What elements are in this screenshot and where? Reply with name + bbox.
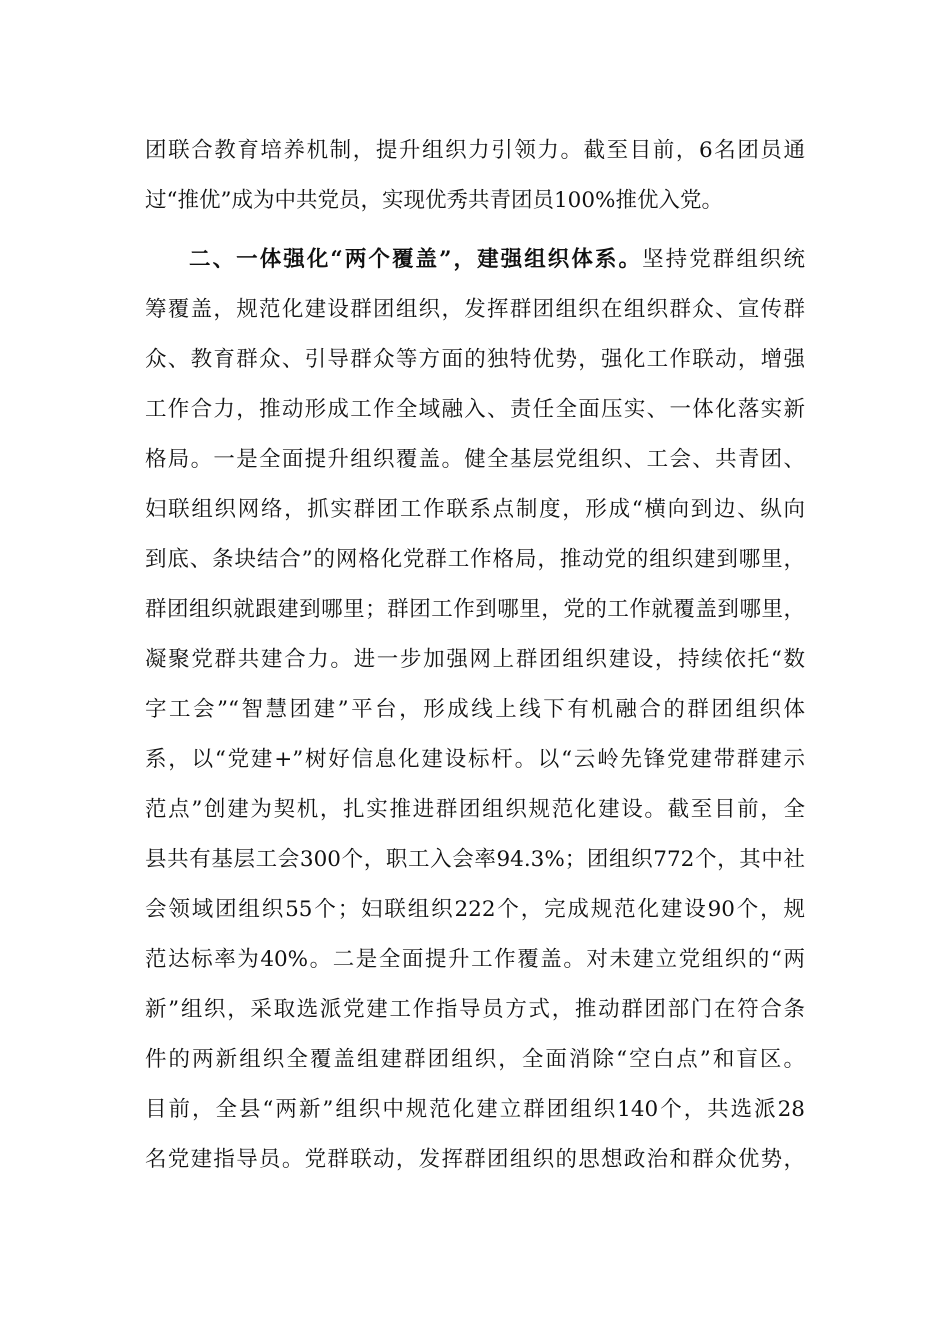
text-line: 系，以“党建+”树好信息化建设标杆。以“云岭先锋党建带群建示: [145, 747, 805, 772]
text-line: 范达标率为40%。二是全面提升工作覆盖。对未建立党组织的“两: [145, 947, 805, 972]
text-line: 过“推优”成为中共党员，实现优秀共青团员100%推优入党。: [145, 188, 723, 213]
text-line: 件的两新组织全覆盖组建群团组织，全面消除“空白点”和盲区。: [145, 1047, 805, 1072]
text-line: 到底、条块结合”的网格化党群工作格局，推动党的组织建到哪里，: [145, 547, 805, 572]
section-heading-line: [189, 240, 805, 280]
text-span: 坚持党群组织统: [642, 247, 805, 272]
text-line: 团联合教育培养机制，提升组织力引领力。截至目前，6名团员通: [145, 138, 805, 163]
section-heading: 二、一体强化“两个覆盖”，建强组织体系。: [189, 247, 643, 272]
text-line: 众、教育群众、引导群众等方面的独特优势，强化工作联动，增强: [145, 347, 805, 372]
text-line: 凝聚党群共建合力。进一步加强网上群团组织建设，持续依托“数: [145, 647, 805, 672]
text-line: 范点”创建为契机，扎实推进群团组织规范化建设。截至目前，全: [145, 797, 805, 822]
text-line: 目前，全县“两新”组织中规范化建立群团组织140个，共选派28: [145, 1097, 805, 1122]
text-line: 名党建指导员。党群联动，发挥群团组织的思想政治和群众优势，: [145, 1147, 805, 1172]
text-line: 字工会”“智慧团建”平台，形成线上线下有机融合的群团组织体: [145, 697, 805, 722]
text-line: 筹覆盖，规范化建设群团组织，发挥群团组织在组织群众、宣传群: [145, 297, 805, 322]
text-line: 县共有基层工会300个，职工入会率94.3%；团组织772个，其中社: [145, 847, 805, 872]
text-line: 格局。一是全面提升组织覆盖。健全基层党组织、工会、共青团、: [145, 447, 805, 472]
text-line: 群团组织就跟建到哪里；群团工作到哪里，党的工作就覆盖到哪里，: [145, 597, 805, 622]
text-line: 工作合力，推动形成工作全域融入、责任全面压实、一体化落实新: [145, 397, 805, 422]
text-line: 新”组织，采取选派党建工作指导员方式，推动群团部门在符合条: [145, 997, 805, 1022]
text-line: 妇联组织网络，抓实群团工作联系点制度，形成“横向到边、纵向: [145, 497, 805, 522]
text-line: 会领域团组织55个；妇联组织222个，完成规范化建设90个，规: [145, 897, 805, 922]
